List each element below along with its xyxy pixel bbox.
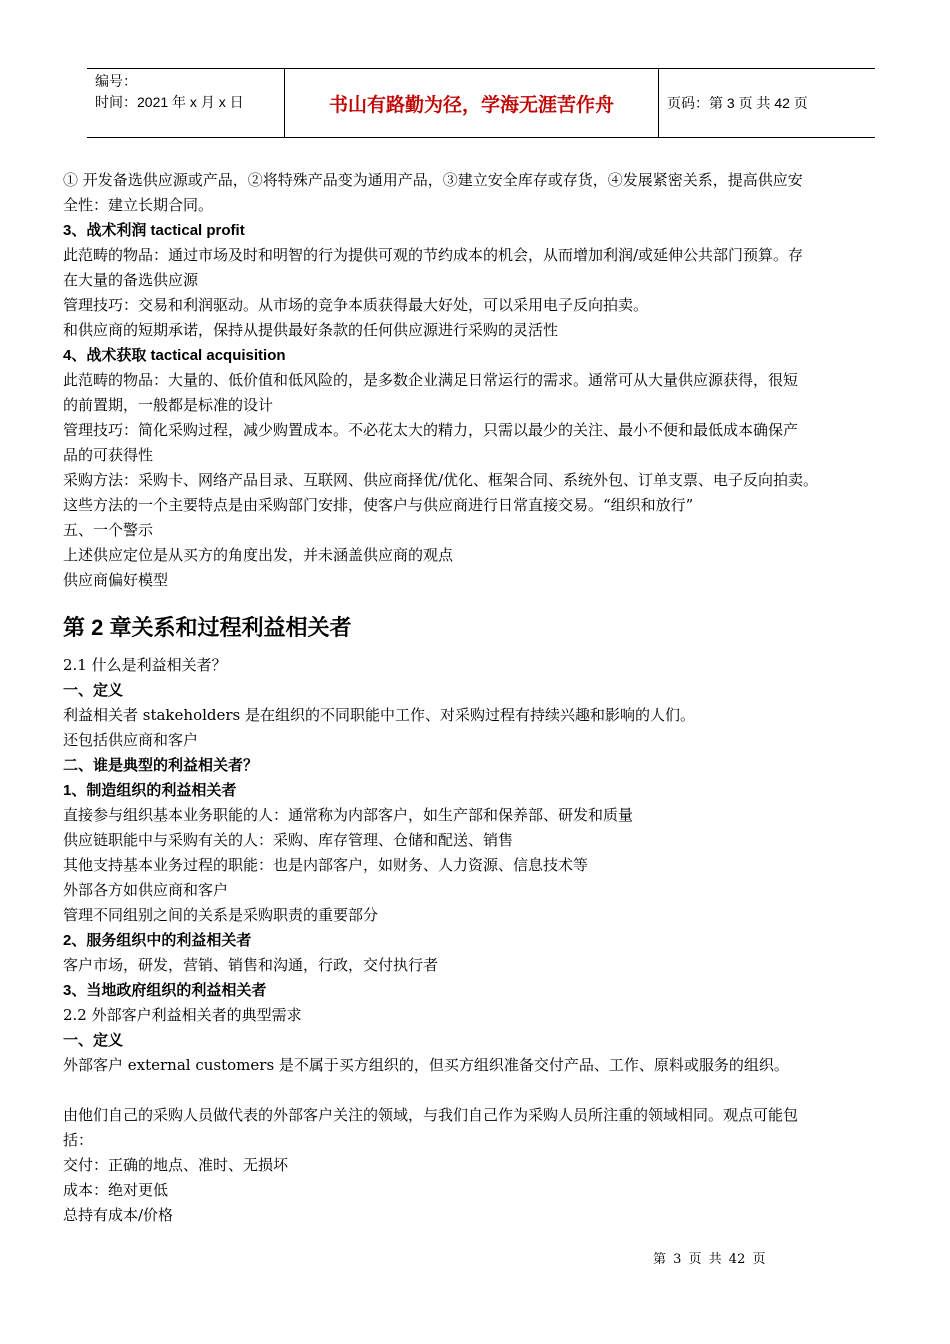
paragraph-line: 的前置期，一般都是标准的设计 [63,396,274,414]
blank-line [63,1078,893,1103]
header-meta [87,69,285,137]
paragraph-line: 客户市场，研发，营销、销售和沟通，行政，交付执行者 [63,956,439,974]
paragraph-line: 五、一个警示 [63,521,154,539]
paragraph-line: 还包括供应商和客户 [63,731,199,749]
paragraph-line: 其他支持基本业务过程的职能：也是内部客户，如财务、人力资源、信息技术等 [63,856,589,874]
header-motto: 书山有路勤为径，学海无涯苦作舟 [285,69,659,137]
section-heading: 3、战术利润 tactical profit [63,222,245,239]
paragraph-line: 外部客户 external customers 是不属于买方组织的，但买方组织准备交付产品、工作、原料或服务的组织。 [63,1056,789,1074]
paragraph-line: 管理技巧：交易和利润驱动。从市场的竞争本质获得最大好处，可以采用电子反向拍卖。 [63,296,649,314]
paragraph-line: ① 开发备选供应源或产品，②将特殊产品变为通用产品，③建立安全库存或存货，④发展紧密关系，提高供应安 [63,171,803,189]
paragraph-line: 2.1 什么是利益相关者？ [63,656,227,674]
paragraph-line: 此范畴的物品：大量的、低价值和低风险的，是多数企业满足日常运行的需求。通常可从大量供应源获得，很短 [63,371,799,389]
paragraph-line: 在大量的备选供应源 [63,271,199,289]
paragraph-line: 供应商偏好模型 [63,571,169,589]
paragraph-line: 供应链职能中与采购有关的人：采购、库存管理、仓储和配送、销售 [63,831,514,849]
paragraph-line: 管理技巧：简化采购过程，减少购置成本。不必花太大的精力，只需以最少的关注、最小不便和最低成本确保产 [63,421,799,439]
paragraph-line: 上述供应定位是从买方的角度出发，并未涵盖供应商的观点 [63,546,454,564]
section-heading: 1、制造组织的利益相关者 [63,782,237,799]
chapter-title: 第 2 章关系和过程利益相关者 [63,615,352,640]
document-time: 时间：2021 年 x 月 x 日 [95,94,244,110]
paragraph-line: 交付：正确的地点、准时、无损坏 [63,1156,289,1174]
paragraph-line: 利益相关者 stakeholders 是在组织的不同职能中工作、对采购过程有持续兴趣和影响的人们。 [63,706,696,724]
paragraph-line: 外部各方如供应商和客户 [63,881,229,899]
section-heading: 3、当地政府组织的利益相关者 [63,982,267,999]
section-heading: 一、定义 [63,1032,124,1049]
paragraph-line: 管理不同组别之间的关系是采购职责的重要部分 [63,906,379,924]
paragraph-line: 和供应商的短期承诺，保持从提供最好条款的任何供应源进行采购的灵活性 [63,321,559,339]
section-heading: 二、谁是典型的利益相关者？ [63,757,259,774]
paragraph-line: 2.2 外部客户利益相关者的典型需求 [63,1006,302,1024]
document-body [63,168,893,1228]
paragraph-line: 直接参与组织基本业务职能的人：通常称为内部客户，如生产部和保养部、研发和质量 [63,806,634,824]
paragraph-line: 这些方法的一个主要特点是由采购部门安排，使客户与供应商进行日常直接交易。“组织和放行” [63,496,694,514]
header-page-info: 页码：第 3 页 共 42 页 [667,95,808,111]
paragraph-line: 品的可获得性 [63,446,154,464]
paragraph-line: 成本：绝对更低 [63,1181,169,1199]
paragraph-line: 此范畴的物品：通过市场及时和明智的行为提供可观的节约成本的机会，从而增加利润/或延伸公共部门预算。存 [63,246,804,264]
page-header [87,68,875,138]
document-number-label: 编号： [95,73,137,89]
page-footer: 第 3 页 共 42 页 [653,1252,766,1267]
paragraph-line: 全性：建立长期合同。 [63,196,214,214]
section-heading: 一、定义 [63,682,124,699]
paragraph-line: 总持有成本/价格 [63,1206,174,1224]
section-heading: 4、战术获取 tactical acquisition [63,347,286,364]
paragraph-line: 括： [63,1131,94,1149]
section-heading: 2、服务组织中的利益相关者 [63,932,252,949]
paragraph-line: 采购方法：采购卡、网络产品目录、互联网、供应商择优/优化、框架合同、系统外包、订单支票、电子反向拍卖。 [63,471,819,489]
paragraph-line: 由他们自己的采购人员做代表的外部客户关注的领域，与我们自己作为采购人员所注重的领域相同。观点可能包 [63,1106,799,1124]
